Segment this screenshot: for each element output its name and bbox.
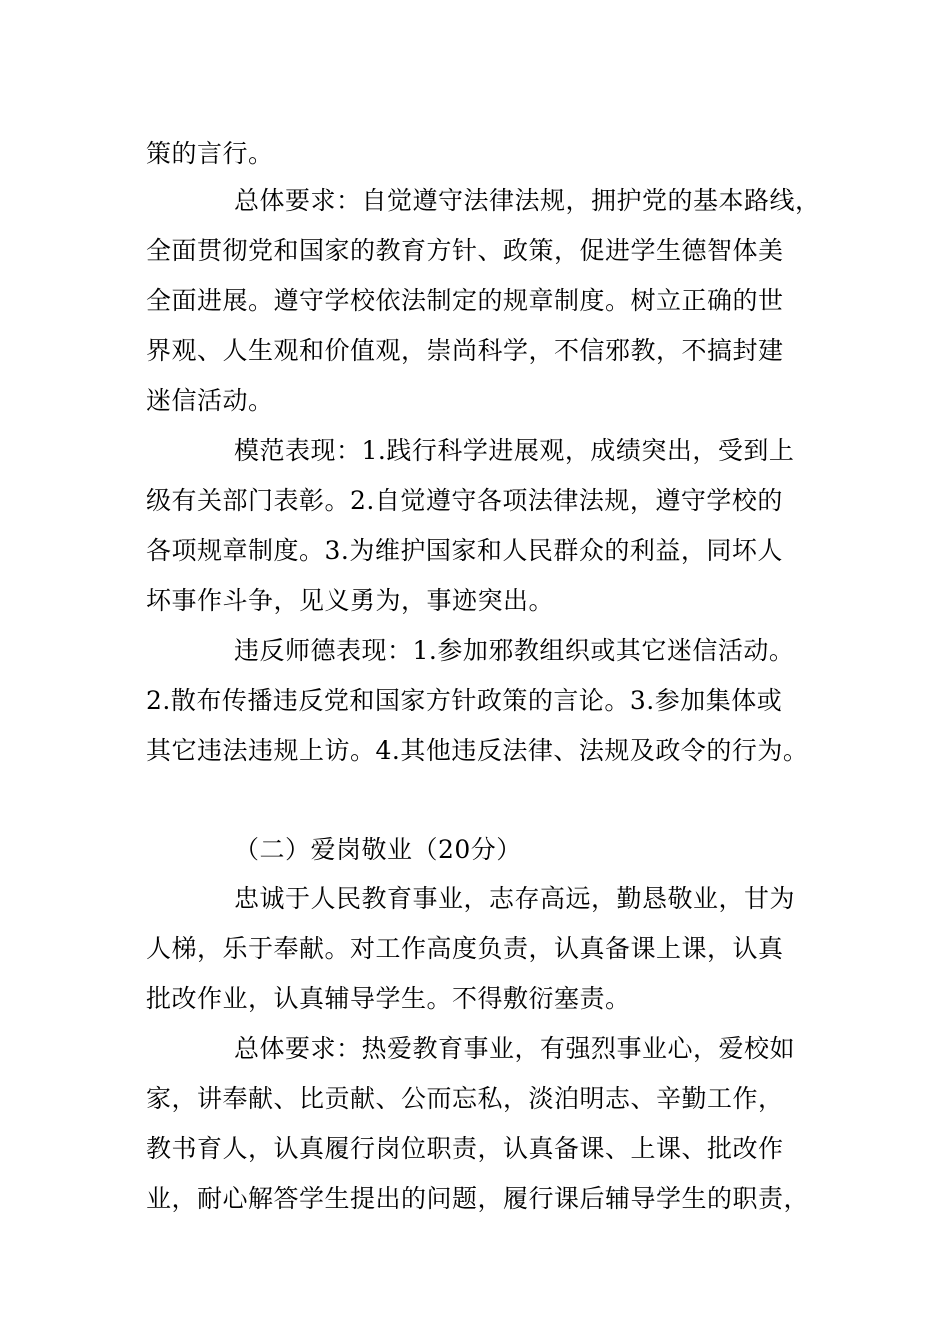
text-line: 人梯，乐于奉献。对工作高度负责，认真备课上课，认真 <box>146 934 784 963</box>
text-line: 各项规章制度。3.为维护国家和人民群众的利益，同坏人 <box>146 536 783 565</box>
paragraph-start-line: 总体要求：热爱教育事业，有强烈事业心，爱校如 <box>234 1034 796 1063</box>
text-line: 策的言行。 <box>146 139 274 168</box>
text-line: 教书育人，认真履行岗位职责，认真备课、上课、批改作 <box>146 1134 784 1163</box>
paragraph-start-line: 总体要求：自觉遵守法律法规，拥护党的基本路线， <box>234 186 821 215</box>
text-line: 批改作业，认真辅导学生。不得敷衍塞责。 <box>146 984 631 1013</box>
text-line: 其它违法违规上访。4.其他违反法律、法规及政令的行为。 <box>146 736 809 765</box>
text-line: 坏事作斗争，见义勇为，事迹突出。 <box>146 586 555 615</box>
paragraph-start-line: 模范表现：1.践行科学进展观，成绩突出，受到上 <box>234 436 795 465</box>
section-heading: （二）爱岗敬业（20分） <box>234 835 522 864</box>
text-line: 界观、人生观和价值观，崇尚科学，不信邪教，不搞封建 <box>146 336 784 365</box>
text-line: 业，耐心解答学生提出的问题，履行课后辅导学生的职责， <box>146 1184 810 1213</box>
text-line: 级有关部门表彰。2.自觉遵守各项法律法规，遵守学校的 <box>146 486 783 515</box>
text-line: 家，讲奉献、比贡献、公而忘私，淡泊明志、辛勤工作， <box>146 1084 784 1113</box>
paragraph-start-line: 忠诚于人民教育事业，志存高远，勤恳敬业，甘为 <box>234 884 796 913</box>
paragraph-start-line: 违反师德表现：1.参加邪教组织或其它迷信活动。 <box>234 636 795 665</box>
text-line: 全面进展。遵守学校依法制定的规章制度。树立正确的世 <box>146 286 784 315</box>
text-line: 2.散布传播违反党和国家方针政策的言论。3.参加集体或 <box>146 686 783 715</box>
text-line: 全面贯彻党和国家的教育方针、政策，促进学生德智体美 <box>146 236 784 265</box>
text-line: 迷信活动。 <box>146 386 274 415</box>
